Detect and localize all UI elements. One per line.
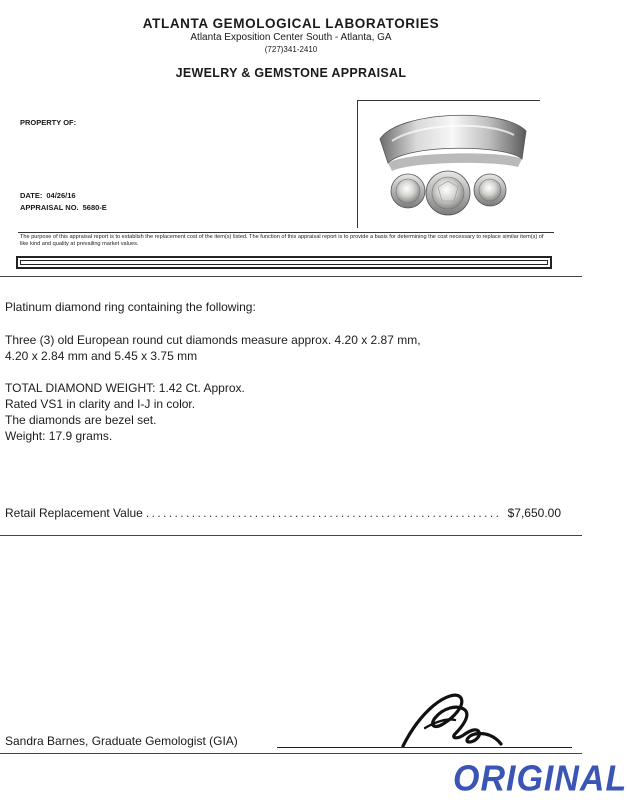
appraisal-number-label: APPRAISAL NO. — [20, 203, 79, 212]
retail-value-row — [5, 506, 561, 520]
section-separator-bottom — [0, 753, 582, 754]
document-title: JEWELRY & GEMSTONE APPRAISAL — [175, 66, 407, 80]
property-of-label: PROPERTY OF: — [20, 118, 77, 127]
divider-top — [18, 232, 554, 233]
retail-value-label: Retail Replacement Value — [5, 506, 143, 520]
original-stamp: ORIGINAL — [453, 759, 627, 799]
date-value: 04/26/16 — [46, 191, 76, 200]
handwritten-signature — [395, 688, 505, 750]
section-separator-lower — [0, 535, 582, 536]
appraisal-number-row — [20, 203, 107, 212]
empty-box — [16, 256, 552, 269]
retail-value-amount: $7,650.00 — [507, 506, 561, 520]
lab-address: Atlanta Exposition Center South - Atlanta, GA — [190, 32, 392, 43]
empty-box-inner — [20, 260, 548, 265]
leader-dots: .............................................................. — [145, 506, 502, 520]
total-diamond-weight: TOTAL DIAMOND WEIGHT: 1.42 Ct. Approx. — [5, 381, 245, 395]
metal-weight: Weight: 17.9 grams. — [5, 429, 113, 443]
description-intro: Platinum diamond ring containing the following: — [5, 300, 256, 314]
setting-description: The diamonds are bezel set. — [5, 413, 157, 427]
stones-line-2: 4.20 x 2.84 mm and 5.45 x 3.75 mm — [5, 349, 198, 363]
signer-name: Sandra Barnes, Graduate Gemologist (GIA) — [5, 734, 238, 748]
date-row — [20, 191, 76, 200]
date-label: DATE: — [20, 191, 43, 200]
purpose-statement: The purpose of this appraisal report is to establish the replacement cost of the item(s) listed. The function of this appraisal report is to provide a basis for determining the cost necessary to replace similar item(s) of like kind and quality at prevailing market values. — [20, 234, 544, 247]
lab-phone: (727)341-2410 — [264, 45, 318, 54]
ring-photo-image — [358, 101, 541, 229]
clarity-color-rating: Rated VS1 in clarity and I-J in color. — [5, 397, 196, 411]
lab-name: ATLANTA GEMOLOGICAL LABORATORIES — [142, 16, 440, 31]
stones-line-1: Three (3) old European round cut diamonds measure approx. 4.20 x 2.87 mm, — [5, 333, 421, 347]
ring-photo — [357, 100, 540, 228]
section-separator — [0, 276, 582, 277]
appraisal-number-value: 5680-E — [82, 203, 107, 212]
